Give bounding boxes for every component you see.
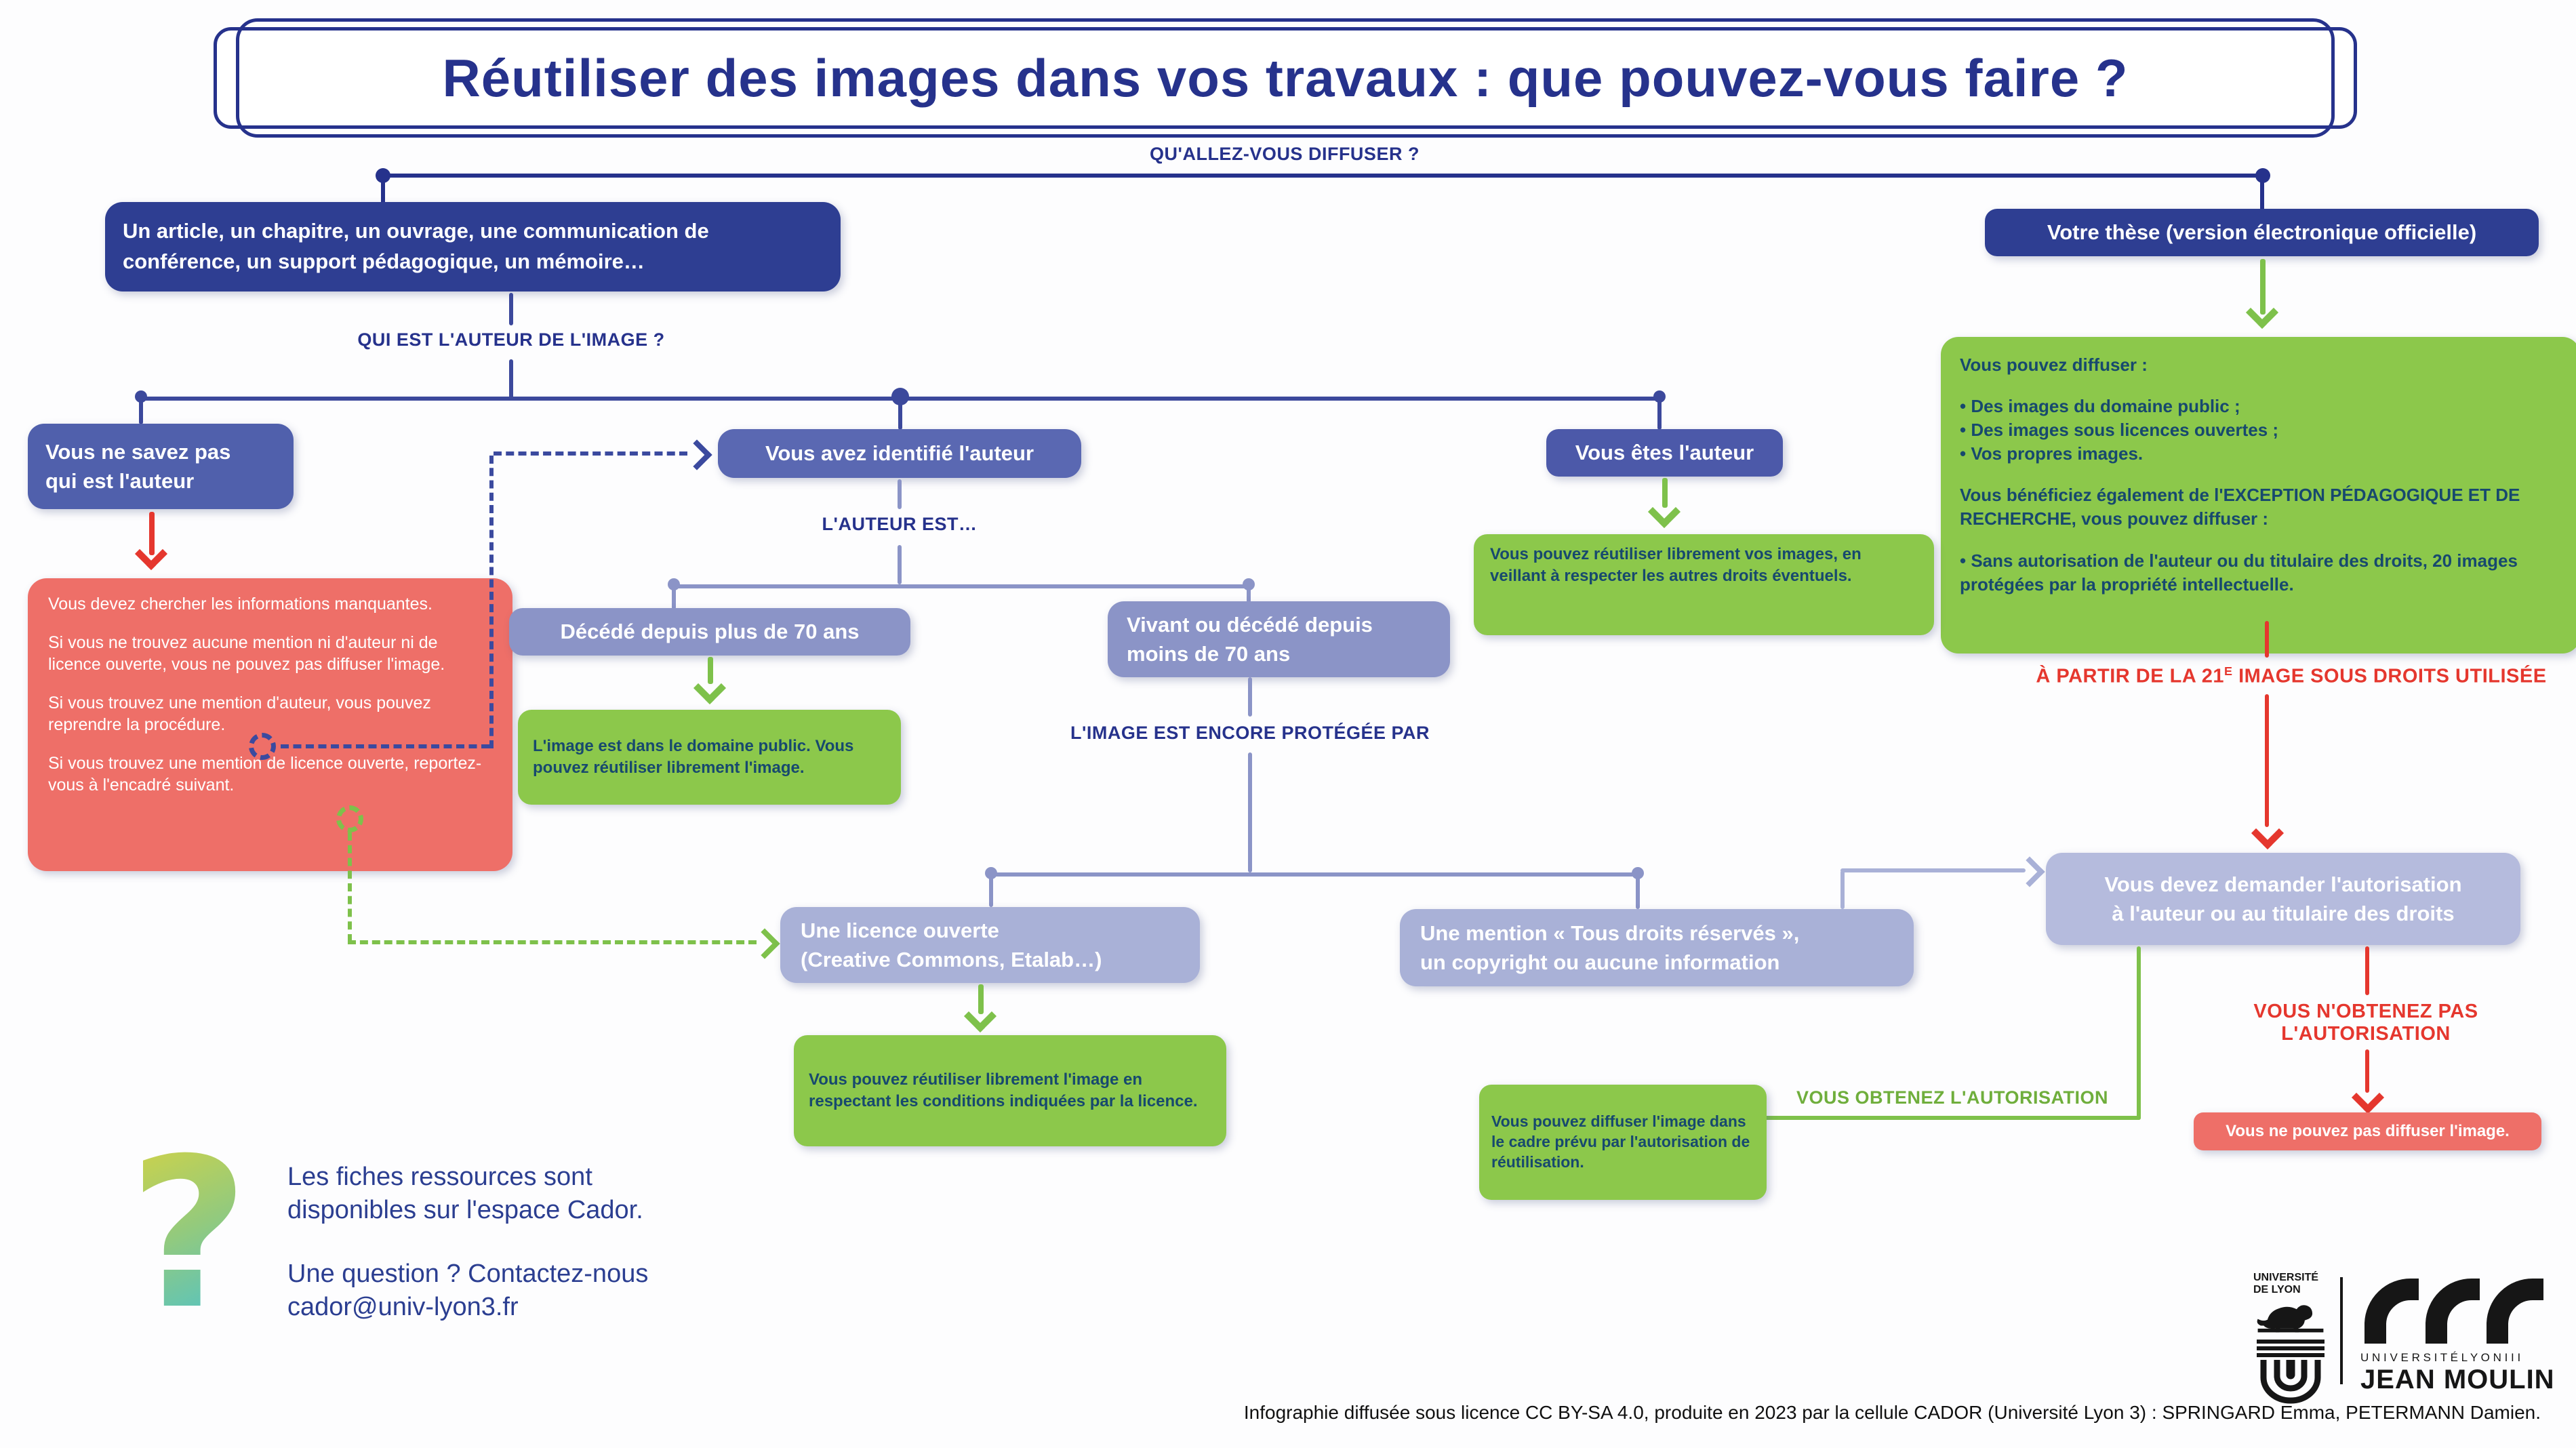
outcome-license-ok-box — [794, 1035, 1226, 1146]
these-box-bullet3: • Vos propres images. — [1960, 443, 2144, 464]
connector-top-hline — [383, 174, 2263, 178]
outcome-license-ok-text: Vous pouvez réutiliser librement l'image en respectant les conditions indiquées par la licence. — [809, 1070, 1198, 1110]
udl-logo-line2: DE LYON — [2253, 1283, 2301, 1295]
node-unknown-author-line1: Vous ne savez pas — [45, 439, 231, 464]
node-you-are-author-text: Vous êtes l'auteur — [1575, 441, 1754, 464]
lyon3-logo-bottom-text: JEAN MOULIN — [2360, 1365, 2555, 1394]
search-missing-info-box — [28, 578, 512, 871]
outcome-public-domain-text: L'image est dans le domaine public. Vous pouvez réutiliser librement l'image. — [533, 736, 854, 777]
node-dead-70-box — [509, 608, 910, 656]
arrowhead-down-red-icon — [2352, 1081, 2384, 1114]
outcome-no-diffuse-box — [2194, 1112, 2541, 1150]
connector-author-age-hline — [674, 584, 1249, 588]
arrowhead-right-blue-icon — [681, 439, 712, 470]
outcome-own-images-box — [1474, 534, 1934, 635]
no-authorization-line1: VOUS N'OBTENEZ PAS — [2253, 1001, 2478, 1022]
these-box-intro: Vous pouvez diffuser : — [1960, 355, 2148, 375]
node-mention-line2: un copyright ou aucune information — [1420, 950, 1780, 974]
question-what-diffuse-label: QU'ALLEZ-VOUS DIFFUSER ? — [1150, 144, 1420, 164]
lyon3-logo-top-text: U N I V E R S I T É L Y O N I I I — [2360, 1351, 2521, 1364]
arrowhead-down-green-icon — [1648, 496, 1681, 528]
connector-stub — [381, 176, 385, 204]
dashed-connector-blue — [281, 744, 489, 748]
outcome-own-images-text: Vous pouvez réutiliser librement vos images, en veillant à respecter les autres droits éventuels. — [1490, 545, 1861, 586]
connector-stub — [672, 586, 676, 609]
page-title: Réutiliser des images dans vos travaux : que pouvez-vous faire ? — [442, 47, 2129, 108]
connector-stub — [989, 874, 993, 907]
connector-red-stub — [2265, 694, 2269, 827]
connector-green-elbow-v — [2137, 946, 2141, 1120]
node-open-license-box — [780, 907, 1200, 983]
arrowhead-down-green-icon — [2246, 296, 2278, 329]
anchor-ring-blue-icon — [249, 733, 276, 760]
node-identified-author-text: Vous avez identifié l'auteur — [765, 441, 1034, 465]
outcome-auth-ok-box — [1479, 1085, 1767, 1200]
arrowhead-down-red-icon — [135, 538, 167, 570]
connector-stub — [1657, 399, 1662, 430]
logo-divider — [2340, 1277, 2343, 1384]
dashed-connector-green — [348, 940, 757, 944]
node-unknown-author-line2: qui est l'auteur — [45, 469, 195, 493]
arrowhead-down-green-icon — [693, 672, 726, 704]
lyon3-arcs-icon — [2360, 1273, 2543, 1344]
connector-green-elbow-h — [1752, 1116, 2141, 1120]
node-article-text: Un article, un chapitre, un ouvrage, une communication de conférence, un support pédagogique, un mémoire… — [123, 219, 709, 273]
u-monogram-icon — [2257, 1360, 2325, 1405]
node-alive-70-line2: moins de 70 ans — [1127, 642, 1291, 666]
outcome-auth-ok-text: Vous pouvez diffuser l'image dans le cadre prévu par l'autorisation de réutilisation. — [1491, 1112, 1750, 1171]
page-title-box — [214, 27, 2357, 129]
credit-line: Infographie diffusée sous licence CC BY-SA 4.0, produite en 2023 par la cellule CADOR (Université Lyon 3) : SPRINGARD Emma, PETERMANN Damien. — [1243, 1402, 2541, 1423]
from-21st-suffix: IMAGE SOUS DROITS UTILISÉE — [2232, 665, 2547, 687]
connector-red-stub — [2365, 946, 2369, 995]
node-unknown-author-box — [28, 424, 294, 509]
dashed-connector-blue — [489, 456, 494, 748]
still-protected-label: L'IMAGE EST ENCORE PROTÉGÉE PAR — [1070, 723, 1430, 743]
dashed-connector-green — [348, 832, 352, 942]
universite-de-lyon-logo — [2249, 1272, 2332, 1408]
outcome-public-domain-box — [518, 710, 901, 805]
no-authorization-label — [2230, 1001, 2501, 1046]
node-open-license-line1: Une licence ouverte — [801, 918, 999, 942]
question-mark-icon: ? — [129, 1114, 249, 1354]
connector-stub — [2260, 176, 2264, 211]
anchor-ring-green-icon — [336, 805, 363, 832]
these-box-exception: Vous bénéficiez également de l'EXCEPTION PÉDAGOGIQUE ET DE RECHERCHE, vous pouvez diffuser : — [1960, 485, 2520, 529]
author-is-label: L'AUTEUR EST… — [822, 514, 978, 534]
resources-line2: disponibles sur l'espace Cador. — [287, 1196, 643, 1225]
outcome-no-diffuse-text: Vous ne pouvez pas diffuser l'image. — [2226, 1122, 2510, 1140]
these-box-bullet4: • Sans autorisation de l'auteur ou du titulaire des droits, 20 images protégées par la propriété intellectuelle. — [1960, 550, 2518, 595]
connector-stub — [898, 545, 902, 584]
connector-elbow-h — [1840, 868, 2026, 872]
connector-stub — [898, 479, 902, 509]
node-these-box — [1985, 209, 2539, 256]
node-dead-70-text: Décédé depuis plus de 70 ans — [560, 620, 860, 643]
connector-stub — [509, 359, 513, 399]
node-ask-permission-line1: Vous devez demander l'autorisation — [2104, 872, 2462, 896]
resources-contact-text — [287, 1161, 648, 1325]
node-ask-permission-line2: à l'auteur ou au titulaire des droits — [2112, 902, 2455, 925]
search-box-p3: Si vous trouvez une mention d'auteur, vous pouvez reprendre la procédure. — [48, 693, 431, 734]
search-box-p1: Vous devez chercher les informations manquantes. — [48, 595, 432, 614]
lion-icon — [2253, 1295, 2328, 1333]
resources-line1: Les fiches ressources sont — [287, 1163, 592, 1191]
universite-lyon3-logo — [2360, 1273, 2555, 1395]
node-all-rights-reserved-box — [1400, 909, 1914, 986]
dashed-connector-blue — [494, 451, 687, 456]
connector-protection-hline — [991, 872, 1638, 877]
connector-elbow-v — [1840, 870, 1845, 909]
arrowhead-right-lavender-icon — [2014, 856, 2045, 887]
connector-stub — [509, 293, 513, 325]
contact-email: cador@univ-lyon3.fr — [287, 1293, 519, 1322]
arrowhead-right-green-icon — [749, 928, 780, 959]
connector-red-stub — [2265, 621, 2269, 658]
node-mention-line1: Une mention « Tous droits réservés », — [1420, 921, 1800, 945]
connector-stub — [139, 399, 143, 424]
search-box-p2: Si vous ne trouvez aucune mention ni d'auteur ni de licence ouverte, vous ne pouvez pas diffuser l'image. — [48, 632, 445, 674]
connector-stub — [1248, 752, 1252, 872]
arrowhead-down-green-icon — [964, 1000, 997, 1032]
connector-stub — [1247, 586, 1251, 603]
from-21st-prefix: À PARTIR DE LA 21 — [2036, 665, 2225, 687]
node-ask-permission-box — [2046, 853, 2520, 945]
connector-stub — [898, 399, 902, 430]
no-authorization-line2: L'AUTORISATION — [2281, 1023, 2451, 1045]
search-box-p4: Si vous trouvez une mention de licence ouverte, reportez-vous à l'encadré suivant. — [48, 753, 482, 795]
get-authorization-label: VOUS OBTENEZ L'AUTORISATION — [1796, 1087, 2108, 1108]
question-who-author-label: QUI EST L'AUTEUR DE L'IMAGE ? — [357, 329, 665, 350]
node-alive-70-line1: Vivant ou décédé depuis — [1127, 612, 1373, 637]
arrowhead-down-red-icon — [2251, 817, 2284, 849]
connector-stub — [1636, 874, 1640, 909]
from-21st-image-label — [2020, 664, 2562, 688]
node-identified-author-box — [718, 429, 1081, 478]
connector-stub — [1248, 677, 1252, 717]
contact-line1: Une question ? Contactez-nous — [287, 1259, 649, 1288]
udl-logo-line1: UNIVERSITÉ — [2253, 1272, 2319, 1283]
these-rights-green-box — [1941, 337, 2576, 653]
from-21st-sup: E — [2224, 664, 2233, 678]
node-article-box — [105, 202, 841, 291]
these-box-bullet1: • Des images du domaine public ; — [1960, 396, 2240, 417]
these-box-bullet2: • Des images sous licences ouvertes ; — [1960, 420, 2279, 441]
node-open-license-line2: (Creative Commons, Etalab…) — [801, 948, 1102, 971]
node-you-are-author-box — [1546, 429, 1783, 477]
node-alive-70-box — [1108, 601, 1450, 677]
node-these-text: Votre thèse (version électronique officielle) — [2047, 220, 2477, 244]
